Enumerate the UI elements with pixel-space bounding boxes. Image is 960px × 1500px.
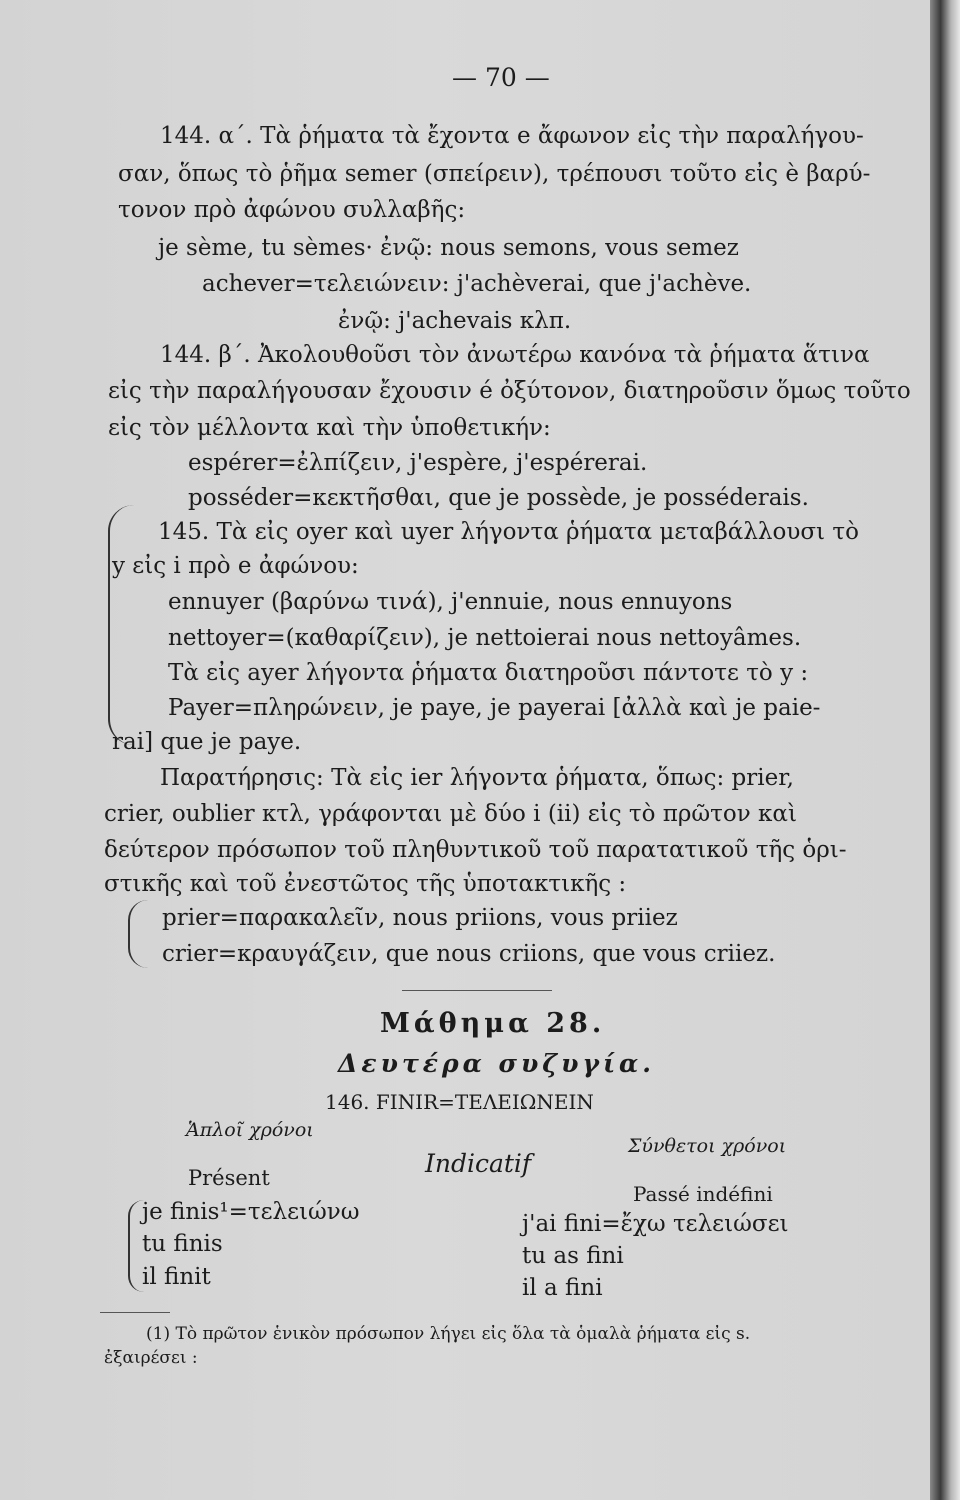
text-line: εἰς τὴν παραλήγουσαν ἔχουσιν é ὀξύτονον, διατηροῦσιν ὅμως τοῦτο [108,378,911,404]
text-line: achever=τελειώνειν: j'achèverai, que j'achève. [202,271,752,297]
handwritten-bracket [128,900,148,968]
text-line: ἐνῷ: j'achevais κλπ. [338,308,572,334]
passe-label: Passé indéfini [633,1182,773,1206]
section-divider [402,990,552,991]
mood-label: Indicatif [425,1149,532,1178]
verb-heading: 146. FINIR=ΤΕΛΕΙΩΝΕΙΝ [325,1090,594,1114]
text-line: 144. β΄. Ἀκολουθοῦσι τὸν ἀνωτέρω κανόνα τὰ ῥήματα ἅτινα [160,342,870,368]
compound-tenses-label: Σύνθετοι χρόνοι [628,1135,787,1157]
text-line: posséder=κεκτῆσθαι, que je possède, je posséderais. [188,485,809,511]
text-line: espérer=ἐλπίζειν, j'espère, j'espérerai. [188,450,648,476]
text-line: 144. α΄. Τὰ ῥήματα τὰ ἔχοντα e ἄφωνον εἰς τὴν παραλήγου- [160,123,864,149]
text-line: Payer=πληρώνειν, je paye, je payerai [ἀλλὰ καὶ je paie- [168,695,821,721]
handwritten-bracket [108,505,134,745]
conjugation-row: tu finis [142,1231,223,1257]
conjugation-row: j'ai fini=ἔχω τελειώσει [522,1211,789,1237]
lesson-title: Μάθημα 28. [380,1008,606,1039]
conjugation-row: je finis¹=τελειώνω [142,1199,360,1225]
simple-tenses-label: Ἁπλοῖ χρόνοι [186,1119,314,1141]
text-line: δεύτερον πρόσωπον τοῦ πληθυντικοῦ τοῦ παρατατικοῦ τῆς ὁρι- [104,837,847,863]
present-label: Présent [188,1166,270,1190]
text-line: Τὰ εἰς ayer λήγοντα ῥήματα διατηροῦσι πάντοτε τὸ y : [168,660,809,686]
text-line: στικῆς καὶ τοῦ ἐνεστῶτος τῆς ὑποτακτικῆς : [104,871,627,897]
conjugation-row: il finit [142,1264,211,1290]
text-line: εἰς τὸν μέλλοντα καὶ τὴν ὑποθετικήν: [108,415,551,441]
page-number: — 70 — [452,63,550,92]
conjugation-row: tu as fini [522,1243,624,1269]
footnote-line: ἐξαιρέσει : [104,1348,198,1368]
text-line: Παρατήρησις: Τὰ εἰς ier λήγοντα ῥήματα, ὅπως: prier, [160,765,794,791]
conjugation-row: il a fini [522,1275,603,1301]
text-line: prier=παρακαλεῖν, nous priions, vous priiez [162,905,678,931]
text-line: 145. Τὰ εἰς oyer καὶ uyer λήγοντα ῥήματα μεταβάλλουσι τὸ [158,519,859,545]
book-spine-shadow [930,0,960,1500]
text-line: crier, oublier κτλ, γράφονται μὲ δύο i (ii) εἰς τὸ πρῶτον καὶ [104,801,797,827]
text-line: σαν, ὅπως τὸ ῥῆμα semer (σπείρειν), τρέπουσι τοῦτο εἰς è βαρύ- [118,161,871,187]
footnote-line: (1) Τὸ πρῶτον ἑνικὸν πρόσωπον λήγει εἰς ὅλα τὰ ὁμαλὰ ῥήματα εἰς s. [146,1324,751,1344]
text-line: rai] que je paye. [112,729,302,755]
text-line: nettoyer=(καθαρίζειν), je nettoierai nous nettoyâmes. [168,625,802,651]
lesson-subtitle: Δευτέρα συζυγία. [338,1049,656,1078]
text-line: je sème, tu sèmes· ἐνῷ: nous semons, vous semez [158,235,739,261]
text-line: crier=κραυγάζειν, que nous criions, que vous criiez. [162,941,776,967]
text-line: y εἰς i πρὸ e ἀφώνου: [112,553,359,579]
text-line: ennuyer (βαρύνω τινά), j'ennuie, nous ennuyons [168,589,733,615]
text-line: τονον πρὸ ἀφώνου συλλαβῆς: [118,197,466,223]
footnote-divider [100,1312,170,1313]
